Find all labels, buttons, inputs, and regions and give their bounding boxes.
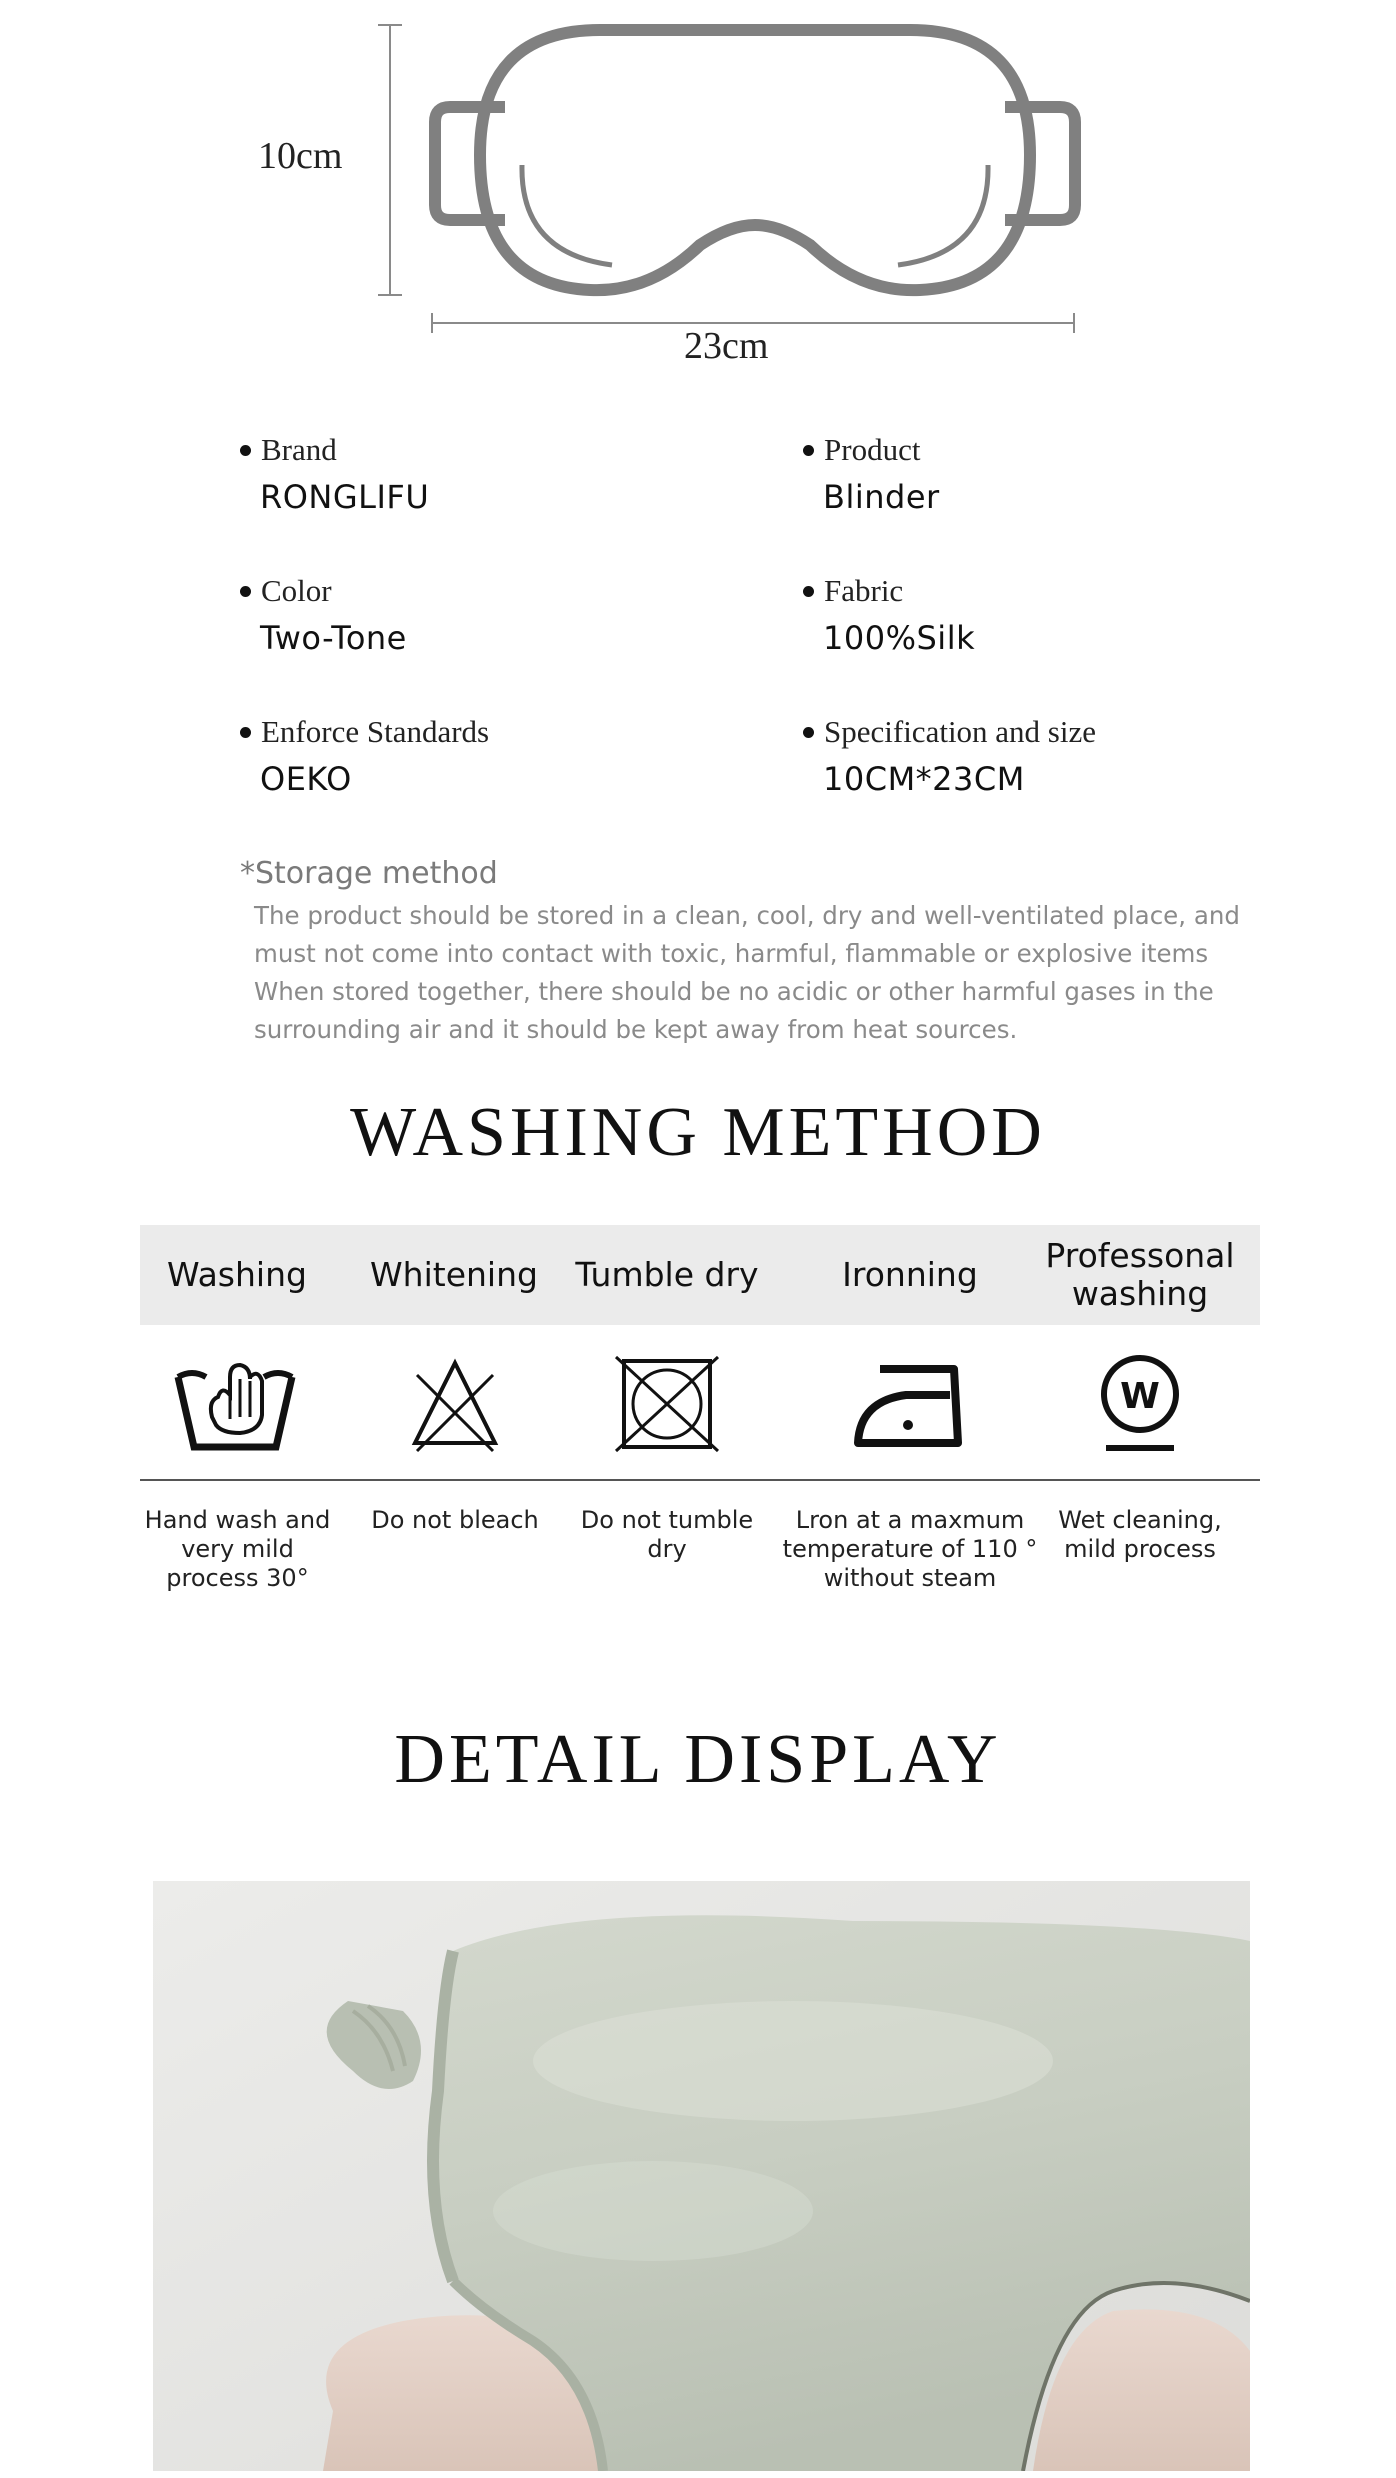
spec-label: Fabric bbox=[824, 573, 904, 608]
height-label: 10cm bbox=[258, 135, 343, 177]
desc-line: temperature of 110 ° bbox=[782, 1535, 1038, 1563]
wash-title-professional bbox=[1030, 1225, 1250, 1325]
spec-value: RONGLIFU bbox=[260, 478, 430, 516]
washing-heading: WASHING METHOD bbox=[350, 1094, 1046, 1171]
spec-standards bbox=[240, 714, 800, 798]
storage-title: *Storage method bbox=[240, 856, 498, 891]
desc-line: without steam bbox=[823, 1564, 997, 1592]
desc-line: Hand wash and bbox=[144, 1506, 331, 1534]
wash-desc-professional bbox=[1040, 1506, 1240, 1564]
spec-label: Specification and size bbox=[824, 714, 1097, 749]
bullet-icon bbox=[803, 586, 814, 597]
storage-line: surrounding air and it should be kept away from heat sources. bbox=[254, 1015, 1018, 1044]
dimension-diagram bbox=[240, 15, 1100, 345]
eye-mask-outline-icon bbox=[240, 15, 1100, 345]
bullet-icon bbox=[803, 727, 814, 738]
storage-line: must not come into contact with toxic, harmful, flammable or explosive items bbox=[254, 939, 1209, 968]
spec-color bbox=[240, 573, 800, 657]
desc-line: mild process bbox=[1064, 1535, 1216, 1563]
wash-desc-washing bbox=[130, 1506, 345, 1593]
silk-eye-mask-photo bbox=[153, 1881, 1250, 2471]
wet-cleaning-icon bbox=[1090, 1345, 1190, 1465]
wash-title-washing: Washing bbox=[167, 1255, 307, 1294]
width-label: 23cm bbox=[684, 325, 769, 367]
storage-line: The product should be stored in a clean, cool, dry and well-ventilated place, and bbox=[254, 901, 1240, 930]
desc-line: Wet cleaning, bbox=[1058, 1506, 1222, 1534]
spec-fabric bbox=[803, 573, 1363, 657]
wash-desc-tumble-dry bbox=[562, 1506, 772, 1564]
desc-line: dry bbox=[647, 1535, 687, 1563]
hand-wash-icon bbox=[170, 1345, 300, 1465]
spec-label: Product bbox=[824, 432, 921, 467]
wash-title-line: Professonal bbox=[1045, 1236, 1235, 1275]
desc-line: Lron at a maxmum bbox=[795, 1506, 1025, 1534]
spec-label: Color bbox=[261, 573, 332, 608]
desc-line: process 30° bbox=[166, 1564, 309, 1592]
spec-value: Two-Tone bbox=[260, 619, 407, 657]
spec-value: Blinder bbox=[823, 478, 940, 516]
do-not-bleach-icon bbox=[405, 1345, 505, 1465]
spec-value: OEKO bbox=[260, 760, 352, 798]
wash-title-whitening: Whitening bbox=[370, 1255, 538, 1294]
storage-line: When stored together, there should be no acidic or other harmful gases in the bbox=[254, 977, 1214, 1006]
divider bbox=[140, 1479, 1260, 1481]
wet-cleaning-letter: W bbox=[1120, 1376, 1160, 1417]
detail-heading: DETAIL DISPLAY bbox=[394, 1721, 1002, 1798]
wash-title-line: washing bbox=[1071, 1274, 1209, 1313]
wash-title-tumble-dry: Tumble dry bbox=[575, 1255, 759, 1294]
spec-label: Enforce Standards bbox=[261, 714, 490, 749]
do-not-tumble-dry-icon bbox=[612, 1345, 722, 1465]
spec-product bbox=[803, 432, 1363, 516]
bullet-icon bbox=[240, 586, 251, 597]
storage-body bbox=[254, 897, 1254, 1049]
spec-value: 10CM*23CM bbox=[823, 760, 1025, 798]
desc-line: Do not bleach bbox=[371, 1506, 539, 1534]
wash-title-ironing: Ironning bbox=[842, 1255, 978, 1294]
desc-line: Do not tumble bbox=[580, 1506, 754, 1534]
spec-size bbox=[803, 714, 1363, 798]
bullet-icon bbox=[803, 445, 814, 456]
wash-desc-whitening bbox=[355, 1506, 555, 1535]
spec-label: Brand bbox=[261, 432, 337, 467]
spec-value: 100%Silk bbox=[823, 619, 976, 657]
wash-desc-ironing bbox=[780, 1506, 1040, 1593]
iron-low-temp-icon bbox=[850, 1345, 970, 1465]
spec-brand bbox=[240, 432, 800, 516]
bullet-icon bbox=[240, 727, 251, 738]
desc-line: very mild bbox=[181, 1535, 294, 1563]
bullet-icon bbox=[240, 445, 251, 456]
